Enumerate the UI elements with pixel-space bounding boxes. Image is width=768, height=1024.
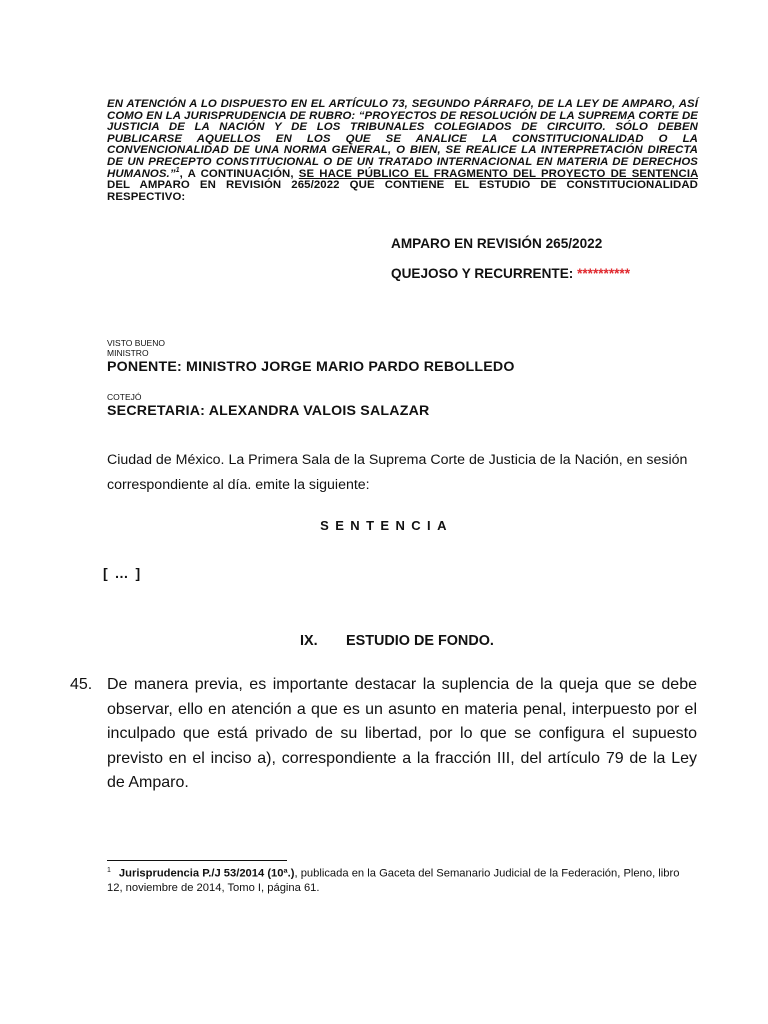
footnote-citation: Jurisprudencia P./J 53/2014 (10ª.) bbox=[118, 867, 295, 880]
publication-notice bbox=[107, 99, 698, 203]
notice-text-1: EN ATENCIÓN A LO DISPUESTO EN EL ARTÍCULO 73, SEGUNDO PÁRRAFO, DE LA LEY DE AMPARO, ASÍ COMO EN LA JURISPRUDENCIA DE RUBRO: “PROYECTOS DE RESOLUCIÓN DE LA SUPREMA CORTE DE JUSTICIA DE LA NACIÓN Y DE LOS TRIBUNALES COLEGIADOS DE CIRCUITO. SÓLO DEBEN PUBLICARSE AQUELLOS EN LOS QUE SE ANALICE LA CONSTITUCIONALIDAD O LA CONVENCIONALIDAD DE UNA NORMA GENERAL, O BIEN, SE REALICE LA INTERPRETACIÓN DIRECTA DE UN PRECEPTO CONSTITUCIONAL O DE UN TRATADO INTERNACIONAL EN MATERIA DE DERECHOS HUMANOS.” bbox=[107, 98, 698, 180]
section-number: IX. bbox=[300, 633, 318, 649]
case-number: AMPARO EN REVISIÓN 265/2022 bbox=[391, 236, 603, 251]
secretaria-line: SECRETARIA: ALEXANDRA VALOIS SALAZAR bbox=[107, 403, 430, 419]
case-party bbox=[391, 266, 630, 281]
paragraph-number: 45. bbox=[70, 676, 93, 693]
footnote-divider bbox=[107, 860, 287, 861]
intro-paragraph: Ciudad de México. La Primera Sala de la Suprema Corte de Justicia de la Nación, en sesión correspondiente al día. emite la siguiente: bbox=[107, 452, 688, 493]
party-label: QUEJOSO Y RECURRENTE: bbox=[391, 266, 578, 281]
omission-marker: [ … ] bbox=[103, 565, 141, 581]
ministro-label: MINISTRO bbox=[107, 348, 149, 358]
section-title: ESTUDIO DE FONDO. bbox=[346, 633, 494, 649]
footnote-text: , publicada en la Gaceta del Semanario Judicial de la Federación, Pleno, libro 12, noviembre de 2014, Tomo I, página 61. bbox=[107, 867, 680, 894]
notice-underlined-text: SE HACE PÚBLICO EL FRAGMENTO DEL PROYECTO DE SENTENCIA bbox=[298, 167, 698, 180]
notice-text-2: , A CONTINUACIÓN, bbox=[179, 167, 299, 180]
visto-bueno-label: VISTO BUENO bbox=[107, 338, 165, 348]
footnote bbox=[107, 864, 697, 895]
footnote-marker: 1 bbox=[107, 867, 111, 874]
notice-text-3: DEL AMPARO EN REVISIÓN 265/2022 QUE CONTIENE EL ESTUDIO DE CONSTITUCIONALIDAD RESPECTIVO: bbox=[107, 179, 698, 203]
paragraph-text: De manera previa, es importante destacar la suplencia de la queja que se debe observar, ello en atención a que es un asunto en materia penal, interpuesto por el inculpado que está privado de su libertad, por lo que se configura el supuesto previsto en el inciso a), correspondiente a la fracción III, del artículo 79 de la Ley de Amparo. bbox=[107, 676, 697, 792]
ponente-line: PONENTE: MINISTRO JORGE MARIO PARDO REBOLLEDO bbox=[107, 359, 515, 375]
cotejo-label: COTEJÓ bbox=[107, 392, 142, 402]
footnote-ref: 1 bbox=[175, 166, 180, 174]
sentencia-title: SENTENCIA bbox=[320, 518, 453, 533]
party-name-redacted: ********** bbox=[577, 266, 630, 281]
